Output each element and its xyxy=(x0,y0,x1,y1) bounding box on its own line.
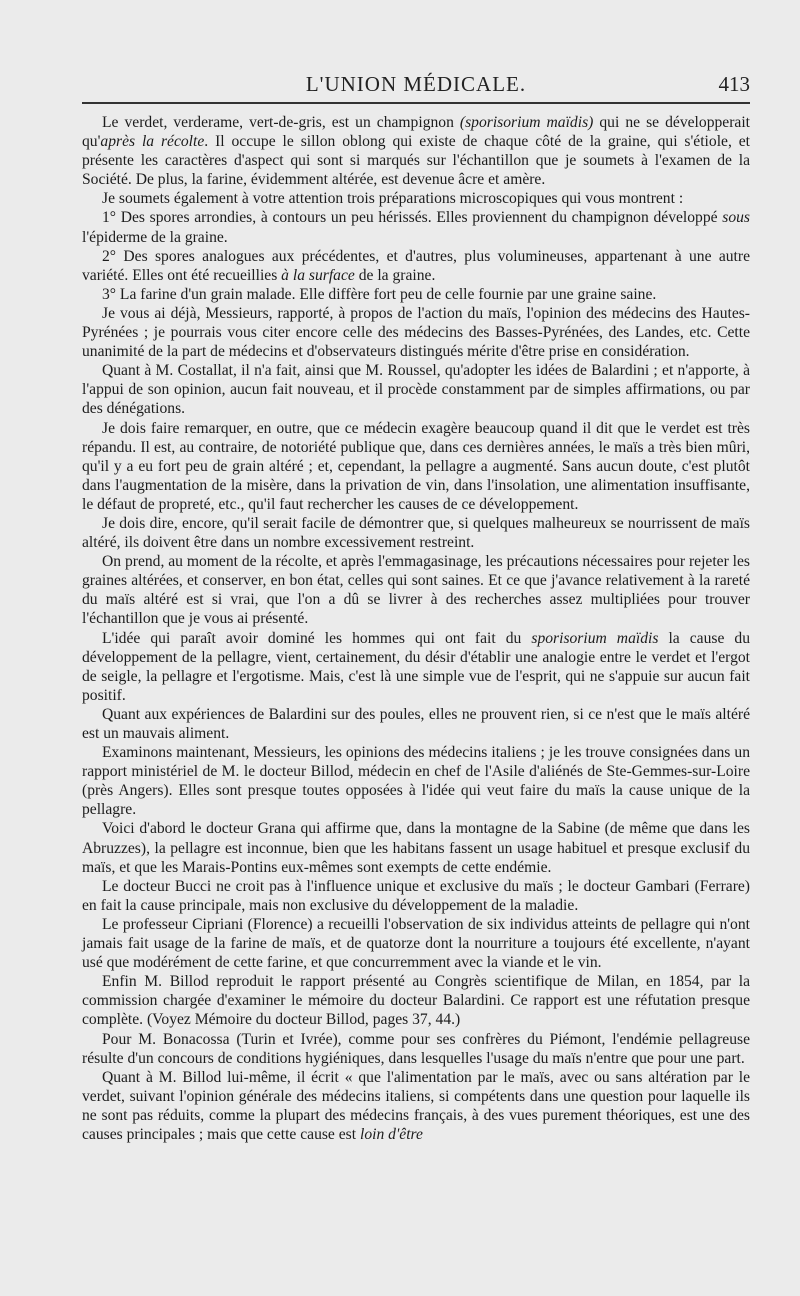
paragraph xyxy=(82,972,750,1029)
text-run: Quant aux expériences de Balardini sur des poules, elles ne prouvent rien, si ce n'est que le maïs altéré est un mauvais aliment. xyxy=(82,705,750,742)
text-run: Quant à M. Costallat, il n'a fait, ainsi que M. Roussel, qu'adopter les idées de Balardini ; et n'apporte, à l'appui de son opinion, aucun fait nouveau, et il procède constamment par de simples affirmations, ou par des dénégations. xyxy=(82,362,750,418)
paragraph xyxy=(82,113,750,189)
text-run: Je soumets également à votre attention trois préparations microscopiques qui vous montrent : xyxy=(102,190,684,208)
text-run: de la graine. xyxy=(354,266,436,284)
paragraph xyxy=(82,361,750,418)
running-title: L'UNION MÉDICALE. xyxy=(305,72,527,96)
paragraph xyxy=(82,915,750,972)
body-text xyxy=(82,113,750,1144)
paragraph xyxy=(82,304,750,361)
text-run: 1° Des spores arrondies, à contours un peu hérissés. Elles proviennent du champignon développé xyxy=(102,209,723,227)
paragraph xyxy=(82,629,750,705)
text-run: Je dois faire remarquer, en outre, que ce médecin exagère beaucoup quand il dit que le verdet est très répandu. Il est, au contraire, de notoriété publique que, dans ces dernières années, le maïs a très bien mûri, qu'il y a eu fort peu de grain altéré ; et, cependant, la pellagre a augmenté. Sans aucun doute, c'est plutôt dans l'augmentation de la misère, dans la privation de vin, dans l'insolation, une alimentation insuffisante, le défaut de propreté, etc., qu'il faut rechercher les causes de ce développement. xyxy=(82,419,750,513)
paragraph xyxy=(82,819,750,876)
text-run: Le verdet, verderame, vert-de-gris, est un champignon xyxy=(102,114,460,131)
paragraph xyxy=(82,1068,750,1144)
paragraph xyxy=(82,208,750,246)
text-run: Pour M. Bonacossa (Turin et Ivrée), comme pour ses confrères du Piémont, l'endémie pellagreuse résulte d'un concours de conditions hygiéniques, dans lesquelles l'usage du maïs n'entre que pour une part. xyxy=(82,1030,750,1067)
text-run: la cause du développement de la pellagre, vient, certainement, du désir d'établir une analogie entre le verdet et l'ergot de seigle, la pellagre et l'ergotisme. Mais, c'est là une simple vue de l'esprit, qui ne s'appuie sur aucun fait positif. xyxy=(82,629,751,704)
text-run: qui ne se développerait qu' xyxy=(82,114,750,151)
italic-text: (sporisorium maïdis) xyxy=(459,114,594,131)
paragraph xyxy=(82,743,750,819)
italic-text: sporisorium maïdis xyxy=(531,629,659,647)
text-run: On prend, au moment de la récolte, et après l'emmagasinage, les précautions nécessaires pour rejeter les graines altérées, et conserver, en bon état, celles qui sont saines. Et ce que j'avance relativement à la rareté du maïs altéré est si vrai, que l'on a dû se livrer à des recherches assez multipliées pour trouver l'échantillon que je vous ai présenté. xyxy=(82,553,750,628)
text-run: Examinons maintenant, Messieurs, les opinions des médecins italiens ; je les trouve consignées dans un rapport ministériel de M. le docteur Billod, médecin en chef de l'Asile d'aliénés de Ste-Gemmes-sur-Loire (près Angers). Elles sont presque toutes opposées à l'idée qui veut faire du maïs la cause unique de la pellagre. xyxy=(82,744,750,819)
paragraph xyxy=(82,514,750,552)
text-run: Je vous ai déjà, Messieurs, rapporté, à propos de l'action du maïs, l'opinion des médecins des Hautes-Pyrénées ; je pourrais vous citer encore celle des médecins des Basses-Pyrénées, des Landes, etc. Cette unanimité de la part de médecins et d'observateurs distingués mérite d'être prise en considération. xyxy=(82,304,750,361)
paragraph xyxy=(82,189,750,208)
paragraph xyxy=(82,1030,750,1068)
text-run: 3° La farine d'un grain malade. Elle diffère fort peu de celle fournie par une graine saine. xyxy=(102,285,657,303)
italic-text: loin d'être xyxy=(359,1125,423,1143)
paragraph xyxy=(82,705,750,743)
page-number: 413 xyxy=(718,72,750,96)
text-run: Je dois dire, encore, qu'il serait facile de démontrer que, si quelques malheureux se nourrissent de maïs altéré, ils doivent être dans un nombre excessivement restreint. xyxy=(82,514,750,552)
paragraph xyxy=(82,285,750,304)
text-run: Voici d'abord le docteur Grana qui affirme que, dans la montagne de la Sabine (de même que dans les Abruzzes), la pellagre est inconnue, bien que les habitans fassent un usage habituel et presque exclusif du maïs, et que les Marais-Pontins eux-mêmes sont exempts de cette endémie. xyxy=(82,820,750,876)
text-run: . Il occupe le sillon oblong qui existe de chaque côté de la graine, qui s'étiole, et présente les caractères d'aspect qui sont si marqués sur l'échantillon que je soumets à l'examen de la Société. De plus, la farine, évidemment altérée, est devenue âcre et amère. xyxy=(82,133,750,189)
paragraph xyxy=(82,877,750,915)
text-run: Le docteur Bucci ne croit pas à l'influence unique et exclusive du maïs ; le docteur Gambari (Ferrare) en fait la cause principale, mais non exclusive du développement de la maladie. xyxy=(82,877,750,914)
text-run: l'épiderme de la graine. xyxy=(82,228,228,246)
text-run: Quant à M. Billod lui-même, il écrit « que l'alimentation par le maïs, avec ou sans altération par le verdet, suivant l'opinion générale des médecins italiens, si compétents dans une question pour laquelle ils ne sont pas réduits, comme la plupart des médecins français, à des vues purement théoriques, est une des causes principales ; mais que cette cause est xyxy=(82,1068,750,1143)
italic-text: sous xyxy=(722,209,750,227)
page-header xyxy=(82,64,750,96)
text-run: Enfin M. Billod reproduit le rapport présenté au Congrès scientifique de Milan, en 1854, par la commission chargée d'examiner le mémoire du docteur Balardini. Ce rapport est une réfutation presque complète. (Voyez Mémoire du docteur Billod, pages 37, 44.) xyxy=(82,973,750,1029)
text-run: L'idée qui paraît avoir dominé les hommes qui ont fait du xyxy=(102,629,532,647)
paragraph xyxy=(82,247,750,285)
header-rule xyxy=(82,102,750,104)
paragraph xyxy=(82,552,750,628)
text-run: Le professeur Cipriani (Florence) a recueilli l'observation de six individus atteints de pellagre qui n'ont jamais fait usage de la farine de maïs, et de quatorze dont la nourriture a toujours été excellente, n'ayant usé que modérément de cette farine, et que concurremment avec la viande et le vin. xyxy=(82,915,750,972)
italic-text: après la récolte xyxy=(100,133,205,151)
italic-text: à la surface xyxy=(281,266,355,284)
text-run: 2° Des spores analogues aux précédentes, et d'autres, plus volumineuses, appartenant à une autre variété. Elles ont été recueillies xyxy=(82,247,750,284)
paragraph xyxy=(82,419,750,514)
